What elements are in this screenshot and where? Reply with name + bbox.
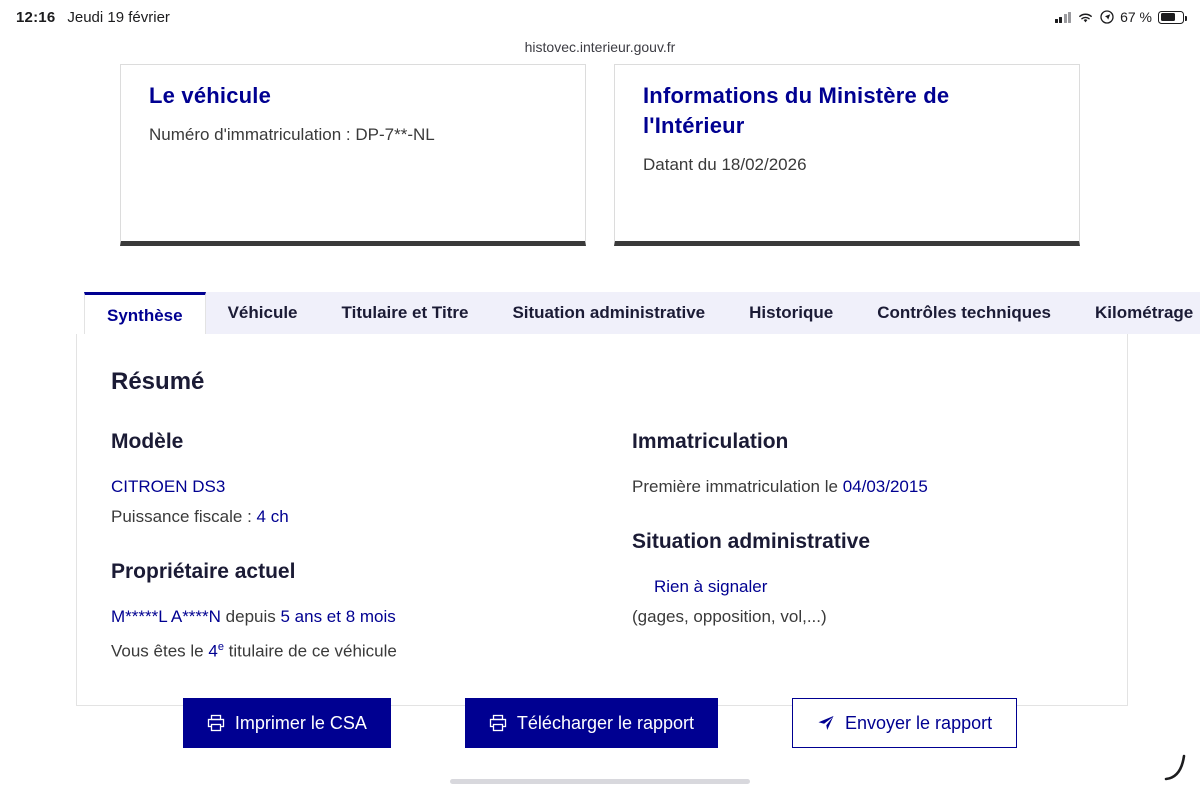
browser-url-bar[interactable] (0, 34, 1200, 60)
vehicle-card-line: Numéro d'immatriculation : DP-7**-NL (149, 125, 435, 144)
situation-title: Situation administrative (632, 530, 871, 553)
summary-cards (0, 64, 1200, 246)
proprietaire-title: Propriétaire actuel (111, 560, 296, 583)
battery-icon (1158, 11, 1184, 24)
print-csa-button[interactable] (183, 698, 391, 748)
send-report-button[interactable] (792, 698, 1017, 748)
owner-rank-prefix: Vous êtes le (111, 641, 209, 661)
vehicle-card-title: Le véhicule (149, 83, 272, 108)
ministry-card-line: Datant du 18/02/2026 (643, 155, 807, 174)
ministry-card-title: Informations du Ministère de l'Intérieur (643, 83, 950, 138)
situation-administrative-block (632, 530, 1073, 632)
vehicle-card (120, 64, 586, 246)
modele-block (111, 430, 582, 532)
situation-status-link[interactable]: Rien à signaler (654, 577, 768, 596)
synthese-panel (76, 334, 1128, 706)
tab-situation-administrative[interactable]: Situation administrative (490, 292, 727, 334)
tab-controles-techniques[interactable]: Contrôles techniques (855, 292, 1073, 334)
status-time: 12:16 (16, 8, 56, 26)
download-report-button[interactable] (465, 698, 718, 748)
immatriculation-block (632, 430, 1073, 502)
owner-rank-value: 4 (208, 641, 218, 661)
download-report-label: Télécharger le rapport (516, 713, 695, 733)
page-content (0, 64, 1200, 788)
send-report-label: Envoyer le rapport (845, 713, 993, 733)
owner-rank-suffix: e (217, 641, 224, 653)
first-reg-label: Première immatriculation le (632, 477, 843, 496)
printer-icon (207, 714, 225, 732)
first-reg-value: 04/03/2015 (842, 477, 928, 496)
owner-name: M*****L A****N (111, 607, 221, 626)
print-csa-label: Imprimer le CSA (234, 713, 367, 733)
home-indicator (450, 779, 750, 784)
tab-vehicule[interactable]: Véhicule (206, 292, 320, 334)
action-buttons (0, 698, 1200, 748)
tab-synthese[interactable]: Synthèse (84, 292, 206, 334)
situation-note: (gages, opposition, vol,...) (632, 607, 827, 626)
status-bar (0, 0, 1200, 34)
ministry-card (614, 64, 1080, 246)
tab-titulaire-et-titre[interactable]: Titulaire et Titre (320, 292, 491, 334)
send-icon (817, 714, 835, 732)
wifi-icon (1077, 11, 1094, 24)
tab-bar (0, 292, 1200, 334)
status-date: Jeudi 19 février (67, 8, 170, 26)
url-text: histovec.interieur.gouv.fr (524, 39, 676, 55)
modele-title: Modèle (111, 430, 184, 453)
owner-since-label: depuis (220, 607, 281, 626)
cellular-signal-icon (1055, 12, 1072, 23)
owner-since-value: 5 ans et 8 mois (280, 607, 396, 626)
touch-cursor-icon (1158, 754, 1188, 784)
puissance-label: Puissance fiscale : (111, 507, 257, 526)
panel-heading: Résumé (111, 368, 205, 395)
tab-historique[interactable]: Historique (727, 292, 855, 334)
puissance-value: 4 ch (256, 507, 289, 526)
owner-rank-tail: titulaire de ce véhicule (223, 641, 397, 661)
immatriculation-title: Immatriculation (632, 430, 789, 453)
vehicle-model-link[interactable]: CITROEN DS3 (111, 477, 226, 496)
battery-percent: 67 % (1120, 9, 1152, 25)
proprietaire-block (111, 560, 582, 667)
tab-kilometrage[interactable]: Kilométrage (1073, 292, 1200, 334)
printer-icon (489, 714, 507, 732)
location-icon (1100, 10, 1114, 24)
